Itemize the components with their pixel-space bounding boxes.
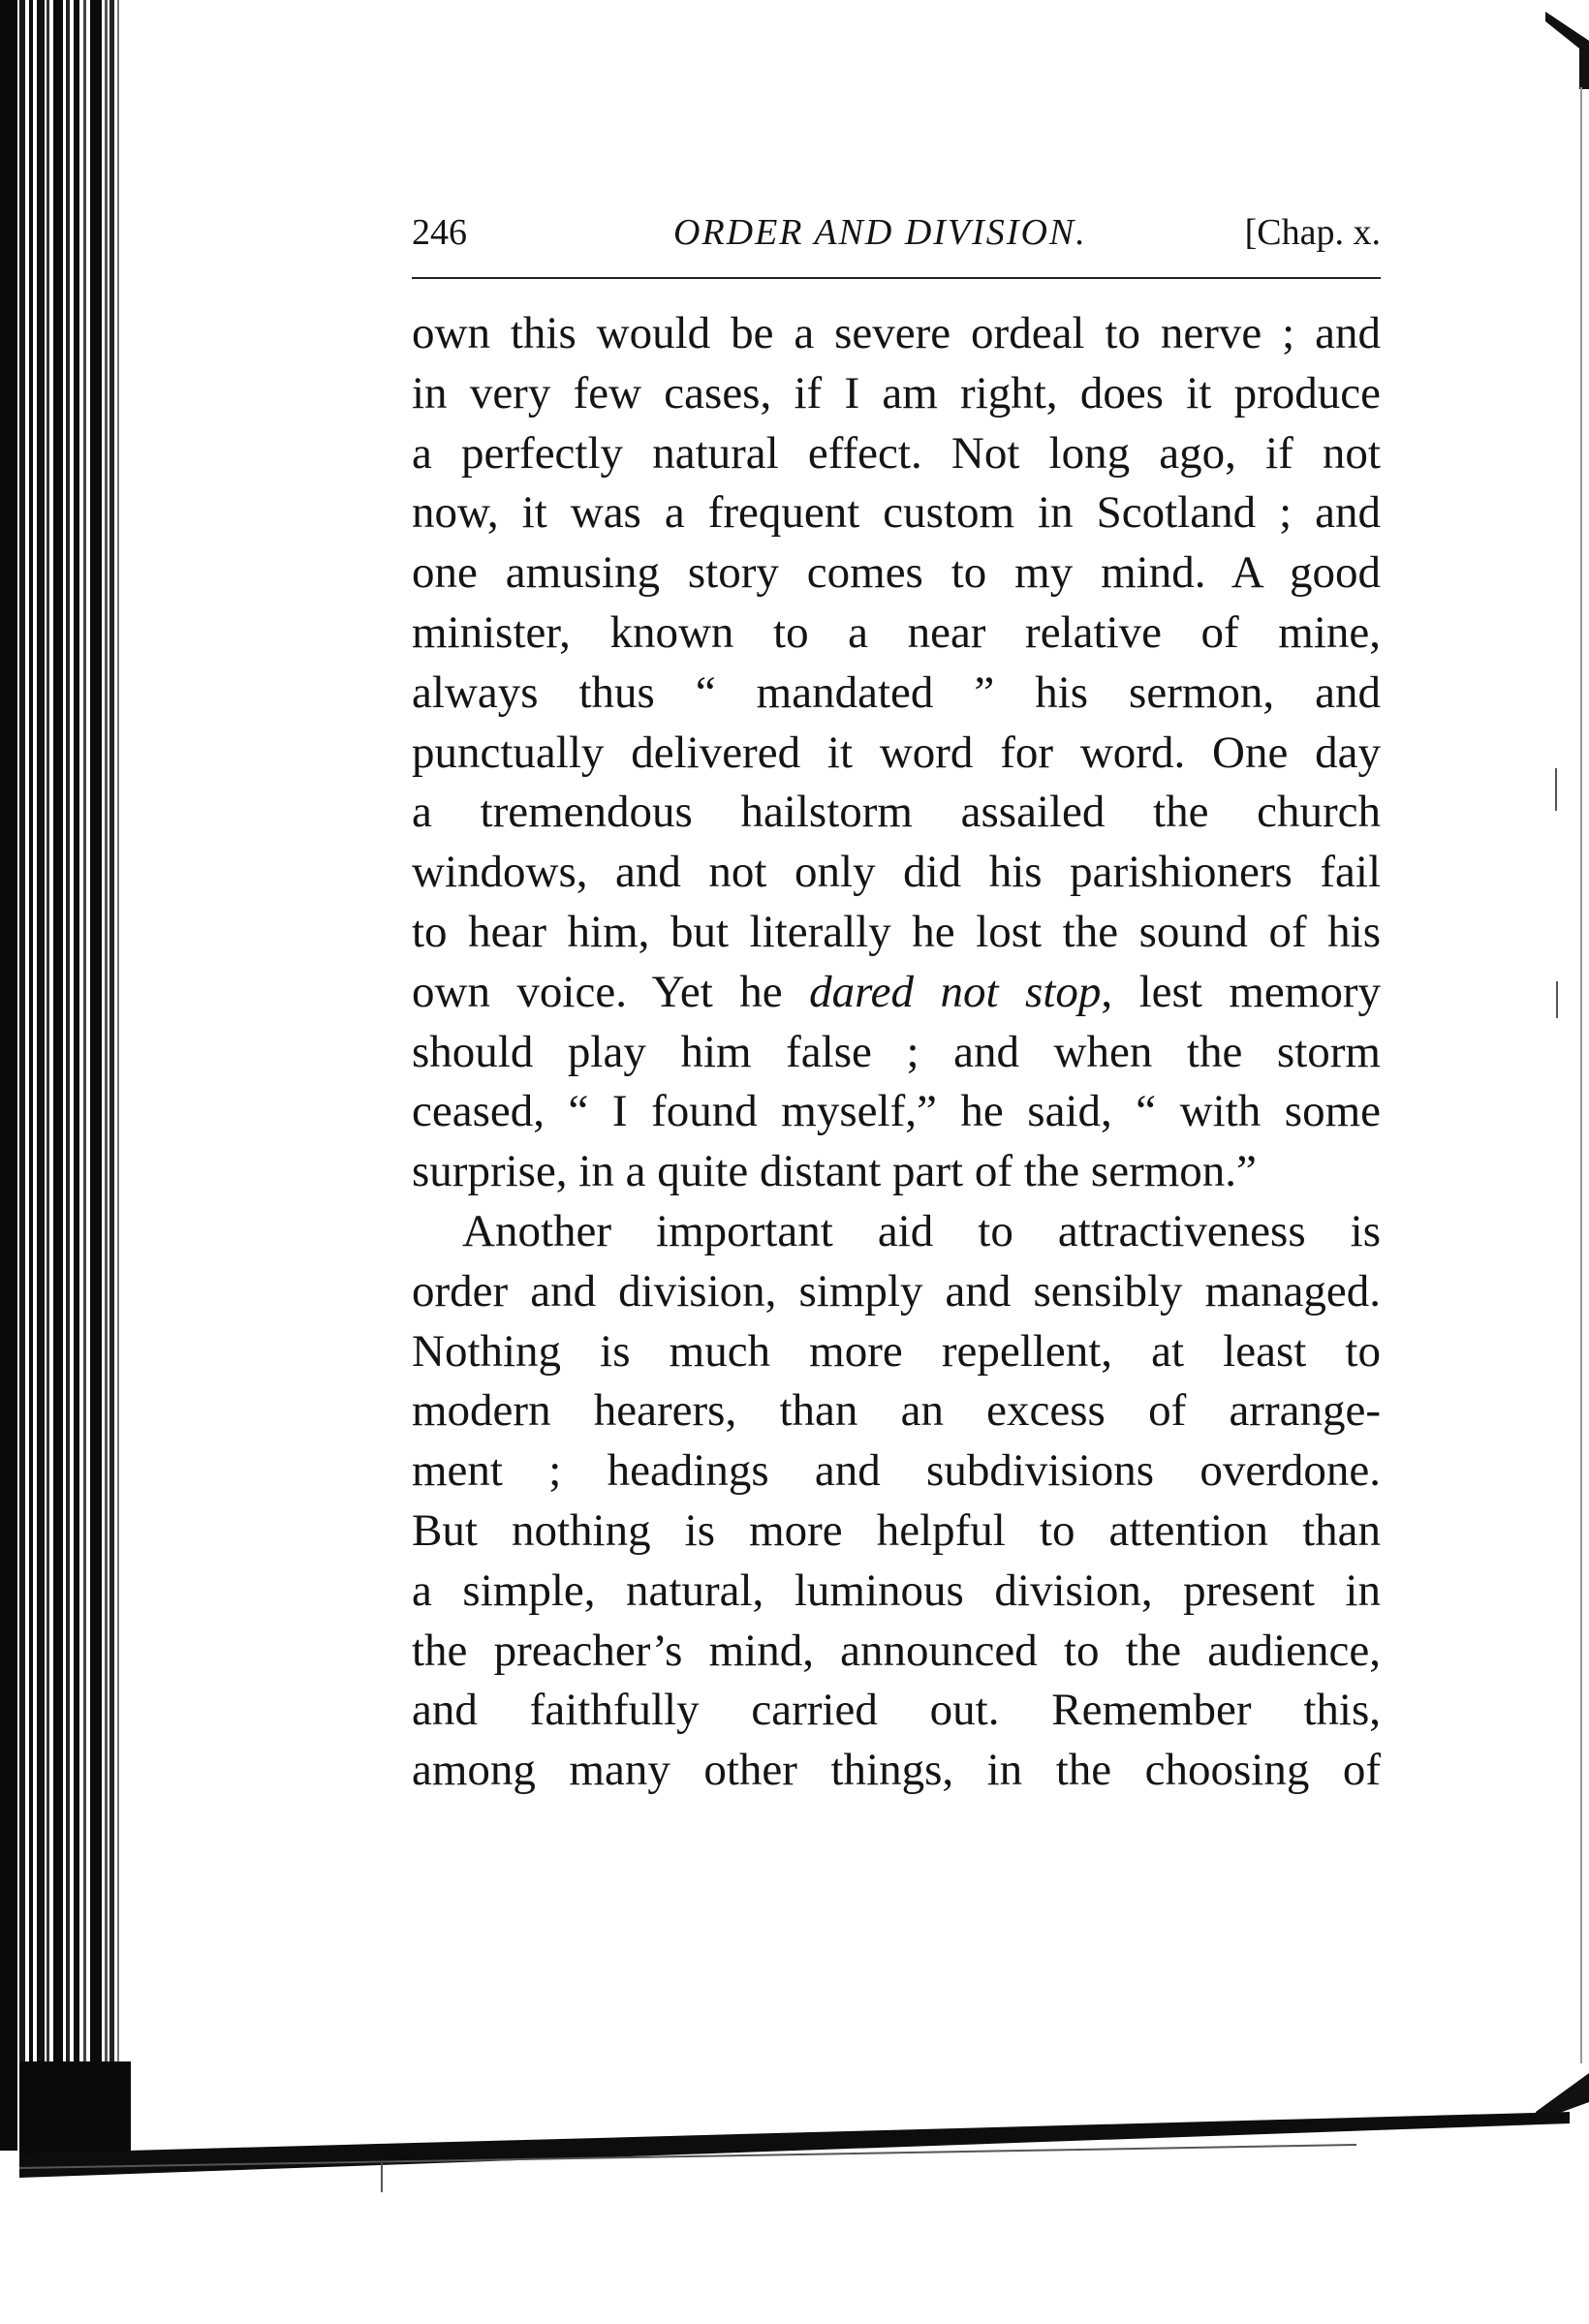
text-line: Nothing is much more repellent, at least to [412,1325,1381,1377]
text-line: a perfectly natural effect. Not long ago, if not [412,427,1381,479]
text-line: and faithfully carried out. Remember this, [412,1685,1381,1736]
text-line: among many other things, in the choosing of [412,1745,1381,1796]
text-segment: , lest memory [1101,966,1381,1017]
running-title: ORDER AND DIVISION. [673,212,1087,253]
text-segment: own voice. Yet he [412,966,810,1017]
book-spine-shadow [0,0,131,2151]
text-line: to hear him, but literally he lost the sound of his [412,906,1381,957]
text-line: punctually delivered it word for word. One day [412,727,1381,778]
text-line: surprise, in a quite distant part of the sermon.” [412,1146,1257,1197]
text-line: in very few cases, if I am right, does it produce [412,367,1381,418]
text-line: own this would be a severe ordeal to nerve ; and [412,308,1381,358]
stray-mark-bottom [381,2163,383,2192]
text-line: order and division, simply and sensibly managed. [412,1265,1381,1317]
header-rule [412,277,1381,279]
text-line: modern hearers, than an excess of arrange- [412,1385,1381,1437]
text-line: ment ; headings and subdivisions overdone. [412,1445,1381,1497]
italic-emphasis: dared not stop [809,966,1102,1017]
text-line: a simple, natural, luminous division, present in [412,1565,1381,1616]
stray-mark-right [1556,981,1558,1018]
text-line: But nothing is more helpful to attention than [412,1504,1381,1556]
page-right-edge [1536,0,1589,2189]
text-line: the preacher’s mind, announced to the audience, [412,1625,1381,1676]
text-line: minister, known to a near relative of mine, [412,606,1381,658]
stray-mark-right [1555,768,1557,811]
text-line: a tremendous hailstorm assailed the church [412,787,1381,838]
text-line: one amusing story comes to my mind. A good [412,547,1381,599]
text-line: ceased, “ I found myself,” he said, “ with some [412,1086,1381,1137]
body-text [412,304,1381,1801]
chapter-reference: [Chap. x. [1244,212,1381,253]
page-number: 246 [412,212,467,253]
page-bottom-edge [19,2061,1570,2178]
text-line: always thus “ mandated ” his sermon, and [412,666,1381,718]
text-line: now, it was a frequent custom in Scotland ; and [412,487,1381,539]
running-head [412,205,1381,260]
text-line [412,963,1381,1023]
text-line: windows, and not only did his parishioners fail [412,847,1381,898]
text-line: should play him false ; and when the storm [412,1026,1381,1077]
paragraph-first-line: Another important aid to attractiveness is [462,1205,1381,1256]
